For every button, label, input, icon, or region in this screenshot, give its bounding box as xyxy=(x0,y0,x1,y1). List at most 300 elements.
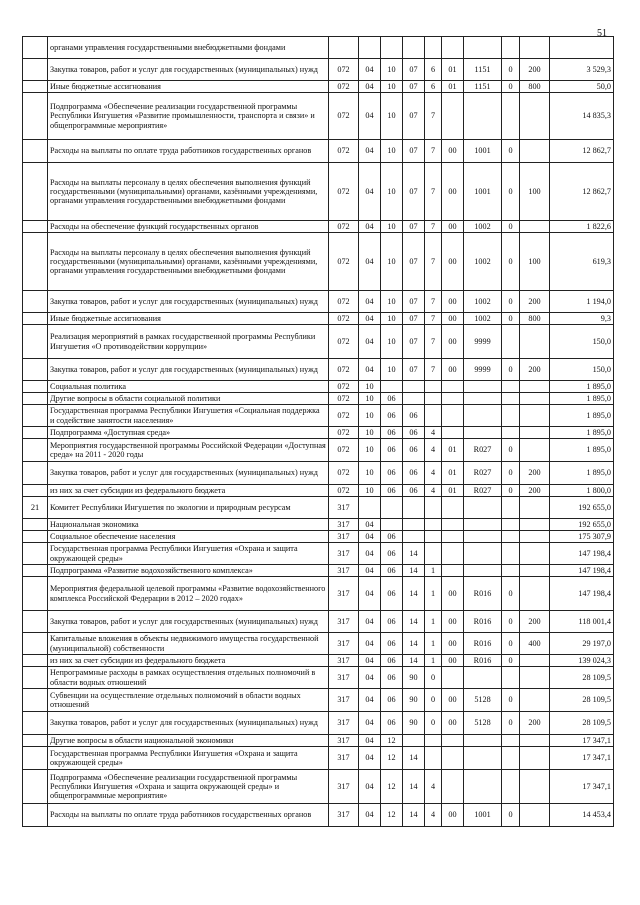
event-extra-code-cell xyxy=(502,325,520,359)
amount-cell: 139 024,3 xyxy=(550,655,614,667)
section-code-cell: 10 xyxy=(359,381,381,393)
main-event-code-cell xyxy=(442,381,464,393)
amount-cell: 1 895,0 xyxy=(550,381,614,393)
line-item-name-cell: Мероприятия государственной программы Российской Федерации «Доступная среда» на 2011 - 2020 годы xyxy=(48,439,329,462)
ministry-code-cell: 317 xyxy=(329,770,359,804)
subsection-code-cell: 06 xyxy=(381,577,403,611)
direction-code-cell: R016 xyxy=(464,611,502,633)
event-extra-code-cell: 0 xyxy=(502,633,520,655)
subprogram-code-cell: 7 xyxy=(425,233,442,291)
table-row xyxy=(23,325,614,359)
event-extra-code-cell xyxy=(502,543,520,565)
row-number-cell xyxy=(23,611,48,633)
table-row xyxy=(23,633,614,655)
table-row xyxy=(23,59,614,81)
row-number-cell: 21 xyxy=(23,497,48,519)
amount-cell: 1 194,0 xyxy=(550,291,614,313)
subsection-code-cell: 06 xyxy=(381,655,403,667)
program-code-cell: 07 xyxy=(403,359,425,381)
subsection-code-cell: 06 xyxy=(381,667,403,689)
expense-type-code-cell xyxy=(520,405,550,427)
main-event-code-cell xyxy=(442,93,464,140)
table-row xyxy=(23,497,614,519)
amount-cell: 17 347,1 xyxy=(550,735,614,747)
main-event-code-cell xyxy=(442,770,464,804)
ministry-code-cell: 072 xyxy=(329,405,359,427)
line-item-name-cell: Государственная программа Республики Ингушетия «Охрана и защита окружающей среды» xyxy=(48,543,329,565)
row-number-cell xyxy=(23,37,48,59)
amount-cell: 3 529,3 xyxy=(550,59,614,81)
program-code-cell: 06 xyxy=(403,427,425,439)
table-row xyxy=(23,735,614,747)
line-item-name-cell: из них за счет субсидии из федерального бюджета xyxy=(48,655,329,667)
amount-cell: 147 198,4 xyxy=(550,577,614,611)
row-number-cell xyxy=(23,565,48,577)
direction-code-cell: 5128 xyxy=(464,689,502,712)
line-item-name-cell: Подпрограмма «Обеспечение реализации государственной программы Республики Ингушетия «Охрана и защита окружающей среды» и общепрограммные мероприятия» xyxy=(48,770,329,804)
ministry-code-cell: 317 xyxy=(329,747,359,770)
event-extra-code-cell xyxy=(502,747,520,770)
program-code-cell: 06 xyxy=(403,485,425,497)
subprogram-code-cell: 4 xyxy=(425,439,442,462)
subsection-code-cell: 06 xyxy=(381,485,403,497)
amount-cell: 17 347,1 xyxy=(550,747,614,770)
table-row xyxy=(23,313,614,325)
table-row xyxy=(23,439,614,462)
direction-code-cell xyxy=(464,405,502,427)
subsection-code-cell: 12 xyxy=(381,747,403,770)
event-extra-code-cell: 0 xyxy=(502,577,520,611)
expense-type-code-cell xyxy=(520,221,550,233)
program-code-cell xyxy=(403,393,425,405)
expense-type-code-cell xyxy=(520,37,550,59)
program-code-cell: 06 xyxy=(403,462,425,485)
ministry-code-cell: 317 xyxy=(329,543,359,565)
subprogram-code-cell xyxy=(425,497,442,519)
ministry-code-cell: 317 xyxy=(329,633,359,655)
section-code-cell: 04 xyxy=(359,565,381,577)
program-code-cell xyxy=(403,497,425,519)
ministry-code-cell: 072 xyxy=(329,313,359,325)
section-code-cell: 10 xyxy=(359,405,381,427)
ministry-code-cell: 072 xyxy=(329,140,359,163)
event-extra-code-cell: 0 xyxy=(502,462,520,485)
subsection-code-cell: 06 xyxy=(381,689,403,712)
line-item-name-cell: Закупка товаров, работ и услуг для государственных (муниципальных) нужд xyxy=(48,712,329,735)
ministry-code-cell: 317 xyxy=(329,735,359,747)
ministry-code-cell xyxy=(329,37,359,59)
expense-type-code-cell: 100 xyxy=(520,163,550,221)
section-code-cell: 04 xyxy=(359,667,381,689)
table-row xyxy=(23,655,614,667)
main-event-code-cell: 00 xyxy=(442,611,464,633)
subprogram-code-cell xyxy=(425,735,442,747)
program-code-cell xyxy=(403,381,425,393)
section-code-cell: 04 xyxy=(359,689,381,712)
program-code-cell: 14 xyxy=(403,565,425,577)
event-extra-code-cell: 0 xyxy=(502,655,520,667)
direction-code-cell xyxy=(464,747,502,770)
amount-cell: 147 198,4 xyxy=(550,565,614,577)
direction-code-cell xyxy=(464,37,502,59)
amount-cell: 1 895,0 xyxy=(550,462,614,485)
subsection-code-cell: 10 xyxy=(381,163,403,221)
expense-type-code-cell: 200 xyxy=(520,291,550,313)
subprogram-code-cell: 6 xyxy=(425,59,442,81)
ministry-code-cell: 317 xyxy=(329,667,359,689)
program-code-cell: 14 xyxy=(403,633,425,655)
main-event-code-cell: 00 xyxy=(442,689,464,712)
row-number-cell xyxy=(23,655,48,667)
direction-code-cell xyxy=(464,770,502,804)
direction-code-cell: R016 xyxy=(464,633,502,655)
subprogram-code-cell: 7 xyxy=(425,325,442,359)
section-code-cell: 04 xyxy=(359,233,381,291)
row-number-cell xyxy=(23,633,48,655)
direction-code-cell xyxy=(464,381,502,393)
direction-code-cell: 1151 xyxy=(464,81,502,93)
amount-cell: 1 800,0 xyxy=(550,485,614,497)
program-code-cell: 14 xyxy=(403,770,425,804)
line-item-name-cell: Государственная программа Республики Ингушетия «Социальная поддержка и содействие занятости населения» xyxy=(48,405,329,427)
expense-type-code-cell xyxy=(520,93,550,140)
expense-type-code-cell: 200 xyxy=(520,59,550,81)
direction-code-cell: 1001 xyxy=(464,163,502,221)
subprogram-code-cell: 7 xyxy=(425,93,442,140)
table-row xyxy=(23,531,614,543)
ministry-code-cell: 072 xyxy=(329,393,359,405)
table-row xyxy=(23,405,614,427)
subsection-code-cell: 10 xyxy=(381,359,403,381)
ministry-code-cell: 072 xyxy=(329,93,359,140)
row-number-cell xyxy=(23,462,48,485)
table-row xyxy=(23,667,614,689)
row-number-cell xyxy=(23,291,48,313)
amount-cell: 118 001,4 xyxy=(550,611,614,633)
expense-type-code-cell xyxy=(520,667,550,689)
expense-type-code-cell xyxy=(520,140,550,163)
direction-code-cell xyxy=(464,497,502,519)
main-event-code-cell: 00 xyxy=(442,233,464,291)
program-code-cell: 07 xyxy=(403,81,425,93)
main-event-code-cell: 00 xyxy=(442,359,464,381)
section-code-cell: 10 xyxy=(359,462,381,485)
event-extra-code-cell: 0 xyxy=(502,485,520,497)
table-row xyxy=(23,233,614,291)
subprogram-code-cell: 4 xyxy=(425,462,442,485)
main-event-code-cell: 00 xyxy=(442,577,464,611)
table-row xyxy=(23,485,614,497)
line-item-name-cell: Социальное обеспечение населения xyxy=(48,531,329,543)
section-code-cell: 10 xyxy=(359,439,381,462)
row-number-cell xyxy=(23,747,48,770)
row-number-cell xyxy=(23,393,48,405)
subsection-code-cell xyxy=(381,37,403,59)
event-extra-code-cell xyxy=(502,519,520,531)
table-row xyxy=(23,565,614,577)
program-code-cell: 07 xyxy=(403,325,425,359)
subprogram-code-cell: 0 xyxy=(425,712,442,735)
ministry-code-cell: 317 xyxy=(329,519,359,531)
subprogram-code-cell: 7 xyxy=(425,221,442,233)
expense-type-code-cell: 200 xyxy=(520,611,550,633)
amount-cell: 175 307,9 xyxy=(550,531,614,543)
amount-cell: 1 895,0 xyxy=(550,405,614,427)
subprogram-code-cell xyxy=(425,747,442,770)
section-code-cell: 10 xyxy=(359,485,381,497)
line-item-name-cell: Другие вопросы в области национальной экономики xyxy=(48,735,329,747)
section-code-cell: 04 xyxy=(359,655,381,667)
main-event-code-cell xyxy=(442,531,464,543)
main-event-code-cell xyxy=(442,667,464,689)
section-code-cell: 10 xyxy=(359,427,381,439)
table-row xyxy=(23,140,614,163)
event-extra-code-cell xyxy=(502,37,520,59)
table-row xyxy=(23,712,614,735)
direction-code-cell xyxy=(464,565,502,577)
expense-type-code-cell xyxy=(520,747,550,770)
section-code-cell: 04 xyxy=(359,712,381,735)
section-code-cell: 04 xyxy=(359,221,381,233)
main-event-code-cell xyxy=(442,405,464,427)
program-code-cell: 90 xyxy=(403,667,425,689)
main-event-code-cell xyxy=(442,427,464,439)
line-item-name-cell: Подпрограмма «Развитие водохозяйственного комплекса» xyxy=(48,565,329,577)
section-code-cell: 04 xyxy=(359,93,381,140)
program-code-cell: 07 xyxy=(403,313,425,325)
row-number-cell xyxy=(23,221,48,233)
amount-cell: 28 109,5 xyxy=(550,689,614,712)
ministry-code-cell: 317 xyxy=(329,531,359,543)
ministry-code-cell: 072 xyxy=(329,221,359,233)
ministry-code-cell: 072 xyxy=(329,325,359,359)
subprogram-code-cell: 7 xyxy=(425,291,442,313)
row-number-cell xyxy=(23,59,48,81)
expense-type-code-cell: 200 xyxy=(520,485,550,497)
expense-type-code-cell xyxy=(520,565,550,577)
subsection-code-cell: 06 xyxy=(381,543,403,565)
event-extra-code-cell xyxy=(502,405,520,427)
line-item-name-cell: Капитальные вложения в объекты недвижимого имущества государственной (муниципальной) собственности xyxy=(48,633,329,655)
main-event-code-cell: 00 xyxy=(442,140,464,163)
subprogram-code-cell: 1 xyxy=(425,577,442,611)
table-row xyxy=(23,543,614,565)
budget-table xyxy=(22,36,614,827)
section-code-cell: 04 xyxy=(359,543,381,565)
main-event-code-cell: 00 xyxy=(442,804,464,827)
amount-cell: 17 347,1 xyxy=(550,770,614,804)
direction-code-cell: 1002 xyxy=(464,233,502,291)
ministry-code-cell: 317 xyxy=(329,565,359,577)
ministry-code-cell: 072 xyxy=(329,439,359,462)
row-number-cell xyxy=(23,93,48,140)
event-extra-code-cell xyxy=(502,735,520,747)
amount-cell: 1 895,0 xyxy=(550,427,614,439)
ministry-code-cell: 072 xyxy=(329,233,359,291)
subsection-code-cell: 06 xyxy=(381,393,403,405)
subsection-code-cell: 06 xyxy=(381,712,403,735)
subprogram-code-cell: 7 xyxy=(425,163,442,221)
line-item-name-cell: Другие вопросы в области социальной политики xyxy=(48,393,329,405)
ministry-code-cell: 072 xyxy=(329,381,359,393)
amount-cell: 150,0 xyxy=(550,359,614,381)
subsection-code-cell: 06 xyxy=(381,565,403,577)
subsection-code-cell: 12 xyxy=(381,804,403,827)
line-item-name-cell: Расходы на выплаты персоналу в целях обеспечения выполнения функций государственными (муниципальными) органами, казёнными учреждениями, органами управления государственными внебюджетными фондами xyxy=(48,233,329,291)
direction-code-cell: 1002 xyxy=(464,313,502,325)
ministry-code-cell: 072 xyxy=(329,359,359,381)
program-code-cell: 14 xyxy=(403,543,425,565)
event-extra-code-cell xyxy=(502,531,520,543)
direction-code-cell: R027 xyxy=(464,462,502,485)
program-code-cell: 14 xyxy=(403,577,425,611)
subprogram-code-cell: 4 xyxy=(425,485,442,497)
program-code-cell: 07 xyxy=(403,233,425,291)
main-event-code-cell: 01 xyxy=(442,462,464,485)
row-number-cell xyxy=(23,577,48,611)
event-extra-code-cell xyxy=(502,393,520,405)
section-code-cell xyxy=(359,497,381,519)
subprogram-code-cell xyxy=(425,531,442,543)
direction-code-cell: 1001 xyxy=(464,804,502,827)
program-code-cell: 07 xyxy=(403,93,425,140)
direction-code-cell xyxy=(464,519,502,531)
amount-cell: 9,3 xyxy=(550,313,614,325)
direction-code-cell: R027 xyxy=(464,439,502,462)
direction-code-cell xyxy=(464,531,502,543)
main-event-code-cell xyxy=(442,565,464,577)
program-code-cell: 90 xyxy=(403,712,425,735)
page-number: 51 xyxy=(597,28,607,39)
program-code-cell: 07 xyxy=(403,163,425,221)
expense-type-code-cell xyxy=(520,689,550,712)
expense-type-code-cell xyxy=(520,393,550,405)
direction-code-cell: 1002 xyxy=(464,221,502,233)
section-code-cell: 10 xyxy=(359,393,381,405)
section-code-cell: 04 xyxy=(359,519,381,531)
subsection-code-cell: 10 xyxy=(381,325,403,359)
event-extra-code-cell: 0 xyxy=(502,59,520,81)
program-code-cell: 14 xyxy=(403,655,425,667)
line-item-name-cell: Закупка товаров, работ и услуг для государственных (муниципальных) нужд xyxy=(48,462,329,485)
amount-cell: 192 655,0 xyxy=(550,497,614,519)
direction-code-cell xyxy=(464,735,502,747)
expense-type-code-cell xyxy=(520,519,550,531)
subprogram-code-cell: 4 xyxy=(425,427,442,439)
event-extra-code-cell: 0 xyxy=(502,804,520,827)
row-number-cell xyxy=(23,439,48,462)
section-code-cell: 04 xyxy=(359,577,381,611)
amount-cell: 619,3 xyxy=(550,233,614,291)
amount-cell: 29 197,0 xyxy=(550,633,614,655)
expense-type-code-cell: 800 xyxy=(520,81,550,93)
section-code-cell: 04 xyxy=(359,770,381,804)
direction-code-cell: R027 xyxy=(464,485,502,497)
line-item-name-cell: Иные бюджетные ассигнования xyxy=(48,313,329,325)
row-number-cell xyxy=(23,543,48,565)
direction-code-cell: R016 xyxy=(464,655,502,667)
line-item-name-cell: Подпрограмма «Доступная среда» xyxy=(48,427,329,439)
subprogram-code-cell xyxy=(425,543,442,565)
subsection-code-cell xyxy=(381,497,403,519)
main-event-code-cell xyxy=(442,519,464,531)
amount-cell: 12 862,7 xyxy=(550,140,614,163)
section-code-cell: 04 xyxy=(359,611,381,633)
subsection-code-cell: 10 xyxy=(381,140,403,163)
row-number-cell xyxy=(23,233,48,291)
direction-code-cell xyxy=(464,393,502,405)
main-event-code-cell: 00 xyxy=(442,163,464,221)
main-event-code-cell xyxy=(442,37,464,59)
row-number-cell xyxy=(23,667,48,689)
amount-cell: 150,0 xyxy=(550,325,614,359)
expense-type-code-cell xyxy=(520,655,550,667)
subprogram-code-cell xyxy=(425,381,442,393)
table-row xyxy=(23,770,614,804)
direction-code-cell: 1002 xyxy=(464,291,502,313)
table-row xyxy=(23,359,614,381)
subsection-code-cell: 06 xyxy=(381,462,403,485)
subprogram-code-cell xyxy=(425,519,442,531)
line-item-name-cell: Иные бюджетные ассигнования xyxy=(48,81,329,93)
ministry-code-cell: 317 xyxy=(329,689,359,712)
ministry-code-cell: 317 xyxy=(329,497,359,519)
event-extra-code-cell: 0 xyxy=(502,712,520,735)
event-extra-code-cell: 0 xyxy=(502,439,520,462)
line-item-name-cell: Государственная программа Республики Ингушетия «Охрана и защита окружающей среды» xyxy=(48,747,329,770)
section-code-cell: 04 xyxy=(359,747,381,770)
line-item-name-cell: Социальная политика xyxy=(48,381,329,393)
section-code-cell: 04 xyxy=(359,359,381,381)
main-event-code-cell xyxy=(442,393,464,405)
expense-type-code-cell xyxy=(520,497,550,519)
expense-type-code-cell: 100 xyxy=(520,233,550,291)
table-row xyxy=(23,221,614,233)
table-row xyxy=(23,747,614,770)
expense-type-code-cell xyxy=(520,439,550,462)
subsection-code-cell: 12 xyxy=(381,770,403,804)
expense-type-code-cell xyxy=(520,735,550,747)
table-row xyxy=(23,519,614,531)
subprogram-code-cell xyxy=(425,405,442,427)
direction-code-cell xyxy=(464,93,502,140)
amount-cell: 14 453,4 xyxy=(550,804,614,827)
ministry-code-cell: 317 xyxy=(329,611,359,633)
amount-cell: 147 198,4 xyxy=(550,543,614,565)
main-event-code-cell: 00 xyxy=(442,712,464,735)
main-event-code-cell xyxy=(442,543,464,565)
table-row xyxy=(23,804,614,827)
row-number-cell xyxy=(23,81,48,93)
direction-code-cell: 1001 xyxy=(464,140,502,163)
amount-cell: 14 835,3 xyxy=(550,93,614,140)
ministry-code-cell: 317 xyxy=(329,804,359,827)
row-number-cell xyxy=(23,531,48,543)
expense-type-code-cell xyxy=(520,770,550,804)
line-item-name-cell: Подпрограмма «Обеспечение реализации государственной программы Республики Ингушетия «Развитие промышленности, транспорта и связи» и общепрограммные мероприятия» xyxy=(48,93,329,140)
main-event-code-cell: 01 xyxy=(442,81,464,93)
section-code-cell: 04 xyxy=(359,804,381,827)
subprogram-code-cell xyxy=(425,37,442,59)
section-code-cell: 04 xyxy=(359,325,381,359)
expense-type-code-cell: 200 xyxy=(520,712,550,735)
row-number-cell xyxy=(23,381,48,393)
program-code-cell xyxy=(403,37,425,59)
main-event-code-cell: 00 xyxy=(442,291,464,313)
line-item-name-cell: Субвенции на осуществление отдельных полномочий в области водных отношений xyxy=(48,689,329,712)
line-item-name-cell: Комитет Республики Ингушетия по экологии и природным ресурсам xyxy=(48,497,329,519)
direction-code-cell xyxy=(464,667,502,689)
